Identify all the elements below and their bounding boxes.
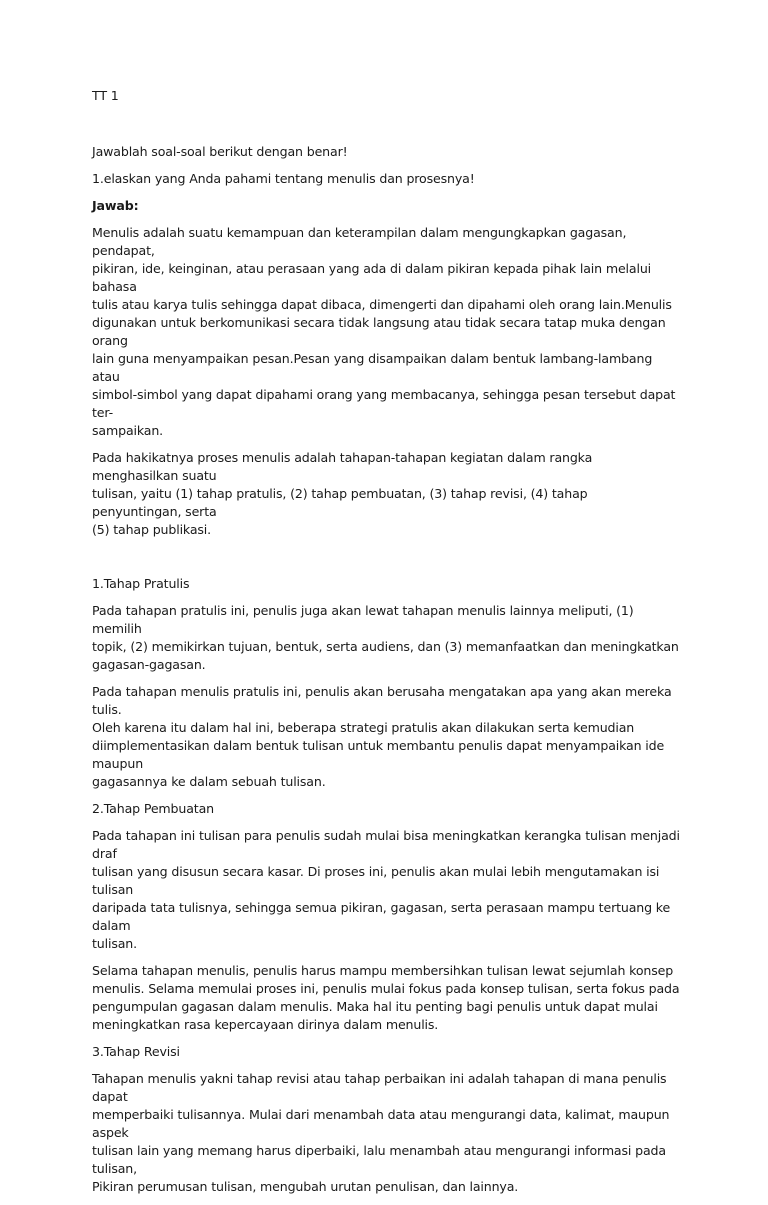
section-paragraph: Pada tahapan ini tulisan para penulis sudah mulai bisa meningkatkan kerangka tulisan menjadi draf tulisan yang disusun secara kasar. Di proses ini, penulis akan mulai lebih mengutamakan isi tulisan daripada tata tulisnya, sehingga semua pikiran, gagasan, serta perasaan mampu tertuang ke dalam tulisan.	[92, 828, 680, 951]
section-paragraph: Tahapan menulis yakni tahap revisi atau tahap perbaikan ini adalah tahapan di mana penulis dapat memperbaiki tulisannya. Mulai dari menambah data atau mengurangi data, kalimat, maupun aspek tulisan lain yang memang harus diperbaiki, lalu menambah atau mengurangi informasi pada tulisan, Pikiran perumusan tulisan, mengubah urutan penulisan, dan lainnya.	[92, 1071, 670, 1194]
section-heading-pembuatan: 2.Tahap Pembuatan	[92, 801, 214, 816]
document-title: TT 1	[92, 88, 119, 103]
intro-paragraph: Pada hakikatnya proses menulis adalah tahapan-tahapan kegiatan dalam rangka menghasilkan suatu tulisan, yaitu (1) tahap pratulis, (2) tahap pembuatan, (3) tahap revisi, (4) tahap penyuntingan, serta (5) tahap publikasi.	[92, 450, 593, 537]
answer-label: Jawab:	[92, 198, 139, 213]
section-paragraph: Pada tahapan pratulis ini, penulis juga akan lewat tahapan menulis lainnya meliputi, (1) memilih topik, (2) memikirkan tujuan, bentuk, serta audiens, dan (3) memanfaatkan dan meningkatkan gagasan-gagasan.	[92, 603, 679, 672]
section-paragraph: Pada tahapan menulis pratulis ini, penulis akan berusaha mengatakan apa yang akan mereka tulis. Oleh karena itu dalam hal ini, beberapa strategi pratulis akan dilakukan serta kemudian diimplementasikan dalam bentuk tulisan untuk membantu penulis dapat menyampaikan ide maupun gagasannya ke dalam sebuah tulisan.	[92, 684, 672, 789]
document-body	[92, 87, 680, 1205]
section-paragraph: Selama tahapan menulis, penulis harus mampu membersihkan tulisan lewat sejumlah konsep menulis. Selama memulai proses ini, penulis mulai fokus pada konsep tulisan, serta fokus pada pengumpulan gagasan dalam menulis. Maka hal itu penting bagi penulis untuk dapat mulai meningkatkan rasa kepercayaan dirinya dalam menulis.	[92, 963, 680, 1032]
section-heading-pratulis: 1.Tahap Pratulis	[92, 576, 190, 591]
intro-paragraph: Menulis adalah suatu kemampuan dan keterampilan dalam mengungkapkan gagasan, pendapat, pikiran, ide, keinginan, atau perasaan yang ada di dalam pikiran kepada pihak lain melalui bahasa tulis atau karya tulis sehingga dapat dibaca, dimengerti dan dipahami oleh orang lain.Menulis digunakan untuk berkomunikasi secara tidak langsung atau tidak secara tatap muka dengan orang lain guna menyampaikan pesan.Pesan yang disampaikan dalam bentuk lambang-lambang atau simbol-simbol yang dapat dipahami orang yang membacanya, sehingga pesan tersebut dapat ter- sampaikan.	[92, 225, 676, 438]
section-heading-revisi: 3.Tahap Revisi	[92, 1044, 180, 1059]
question-text: 1.elaskan yang Anda pahami tentang menulis dan prosesnya!	[92, 171, 475, 186]
instruction-text: Jawablah soal-soal berikut dengan benar!	[92, 144, 348, 159]
